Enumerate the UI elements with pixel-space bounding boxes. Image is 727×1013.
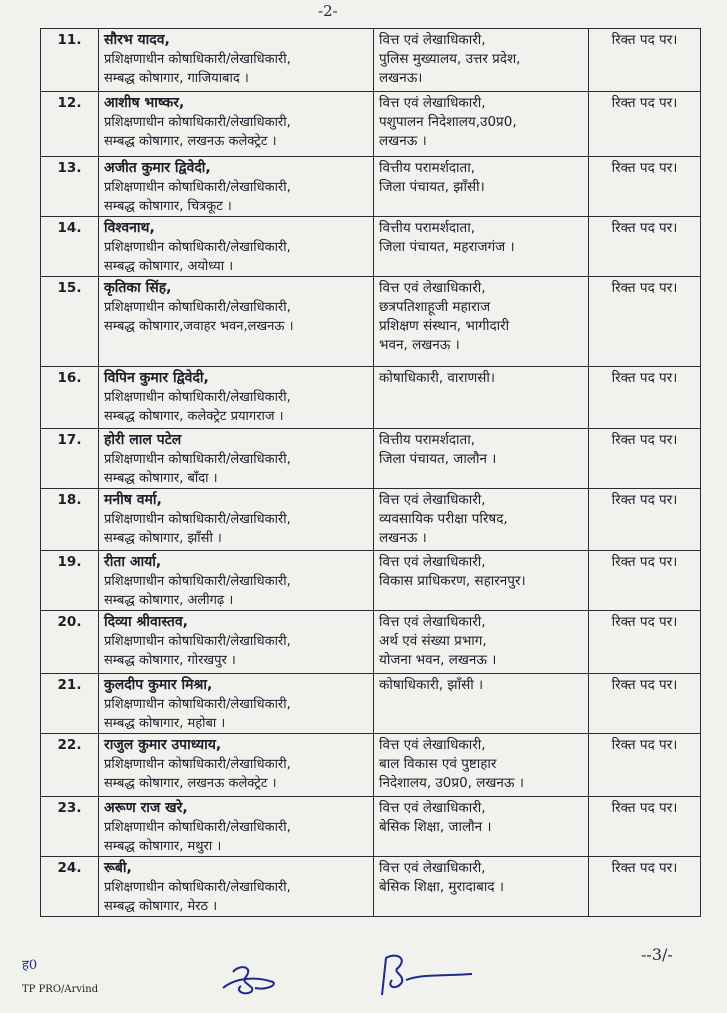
attached-treasury: सम्बद्ध कोषागार, गोरखपुर । <box>104 653 236 668</box>
post-line: जिला पंचायत, झाँसी। <box>379 179 485 195</box>
officer-name: कुलदीप कुमार मिश्रा, <box>104 677 213 693</box>
attached-treasury: सम्बद्ध कोषागार, चित्रकूट । <box>104 199 232 214</box>
table-row <box>41 367 701 429</box>
posting-table <box>40 28 701 917</box>
officer-name: विपिन कुमार द्विवेदी, <box>104 370 209 386</box>
new-posting-cell <box>374 29 589 92</box>
new-posting-cell <box>374 674 589 734</box>
continued-page-marker: --3/- <box>641 945 673 964</box>
table-row <box>41 551 701 611</box>
post-line: वित्त एवं लेखाधिकारी, <box>379 280 486 296</box>
officer-cell <box>99 489 374 551</box>
serial-number: 11. <box>41 29 99 92</box>
officer-designation: प्रशिक्षणाधीन कोषाधिकारी/लेखाधिकारी, <box>104 452 291 467</box>
post-line: वित्त एवं लेखाधिकारी, <box>379 614 486 630</box>
attached-treasury: सम्बद्ध कोषागार, मथुरा । <box>104 839 222 854</box>
table-row <box>41 797 701 857</box>
post-line: कोषाधिकारी, झाँसी । <box>379 677 484 693</box>
officer-name: रीता आर्या, <box>104 554 162 570</box>
post-line: कोषाधिकारी, वाराणसी। <box>379 370 495 386</box>
officer-name: मनीष वर्मा, <box>104 492 162 508</box>
officer-name: होरी लाल पटेल <box>104 432 182 448</box>
serial-number: 16. <box>41 367 99 429</box>
post-line: वित्त एवं लेखाधिकारी, <box>379 492 486 508</box>
post-line: वित्तीय परामर्शदाता, <box>379 160 476 176</box>
attached-treasury: सम्बद्ध कोषागार, लखनऊ कलेक्ट्रेट । <box>104 134 277 149</box>
officer-name: सौरभ यादव, <box>104 32 170 48</box>
post-line: पुलिस मुख्यालय, उत्तर प्रदेश, <box>379 51 521 67</box>
new-posting-cell <box>374 429 589 489</box>
post-line: छत्रपतिशाहूजी महाराज <box>379 299 491 315</box>
attached-treasury: सम्बद्ध कोषागार,जवाहर भवन,लखनऊ । <box>104 319 294 334</box>
post-line: व्यवसायिक परीक्षा परिषद, <box>379 511 508 527</box>
post-line: जिला पंचायत, जालौन । <box>379 451 497 467</box>
officer-designation: प्रशिक्षणाधीन कोषाधिकारी/लेखाधिकारी, <box>104 820 291 835</box>
handwritten-initials: ह0 <box>22 958 38 973</box>
serial-number: 22. <box>41 734 99 797</box>
officer-designation: प्रशिक्षणाधीन कोषाधिकारी/लेखाधिकारी, <box>104 300 291 315</box>
new-posting-cell <box>374 367 589 429</box>
attached-treasury: सम्बद्ध कोषागार, गाजियाबाद । <box>104 71 249 86</box>
post-line: बेसिक शिक्षा, जालौन । <box>379 819 492 835</box>
post-line: जिला पंचायत, महराजगंज । <box>379 239 515 255</box>
page-number: -2- <box>318 2 338 20</box>
table-row <box>41 674 701 734</box>
officer-name: आशीष भाष्कर, <box>104 95 185 111</box>
attached-treasury: सम्बद्ध कोषागार, अलीगढ़ । <box>104 593 234 608</box>
vacancy-note: रिक्त पद पर। <box>589 797 701 857</box>
officer-name: अरूण राज खरे, <box>104 800 188 816</box>
new-posting-cell <box>374 734 589 797</box>
attached-treasury: सम्बद्ध कोषागार, झाँसी । <box>104 531 222 546</box>
table-row <box>41 217 701 277</box>
table-row <box>41 429 701 489</box>
post-line: निदेशालय, उ0प्र0, लखनऊ । <box>379 775 524 791</box>
officer-designation: प्रशिक्षणाधीन कोषाधिकारी/लेखाधिकारी, <box>104 390 291 405</box>
post-line: बाल विकास एवं पुष्टाहार <box>379 756 497 772</box>
serial-number: 23. <box>41 797 99 857</box>
serial-number: 20. <box>41 611 99 674</box>
attached-treasury: सम्बद्ध कोषागार, महोबा । <box>104 716 226 731</box>
signature-2-image <box>372 950 482 1000</box>
officer-cell <box>99 277 374 367</box>
post-line: भवन, लखनऊ । <box>379 337 460 353</box>
officer-designation: प्रशिक्षणाधीन कोषाधिकारी/लेखाधिकारी, <box>104 634 291 649</box>
officer-designation: प्रशिक्षणाधीन कोषाधिकारी/लेखाधिकारी, <box>104 180 291 195</box>
post-line: लखनऊ । <box>379 530 427 546</box>
post-line: वित्त एवं लेखाधिकारी, <box>379 32 486 48</box>
officer-cell <box>99 429 374 489</box>
officer-cell <box>99 367 374 429</box>
post-line: योजना भवन, लखनऊ । <box>379 652 497 668</box>
new-posting-cell <box>374 797 589 857</box>
vacancy-note: रिक्त पद पर। <box>589 92 701 157</box>
new-posting-cell <box>374 611 589 674</box>
post-line: प्रशिक्षण संस्थान, भागीदारी <box>379 318 510 334</box>
officer-designation: प्रशिक्षणाधीन कोषाधिकारी/लेखाधिकारी, <box>104 880 291 895</box>
table-row <box>41 92 701 157</box>
post-line: विकास प्राधिकरण, सहारनपुर। <box>379 573 526 589</box>
officer-name: विश्वनाथ, <box>104 220 155 236</box>
serial-number: 12. <box>41 92 99 157</box>
officer-name: अजीत कुमार द्विवेदी, <box>104 160 211 176</box>
officer-designation: प्रशिक्षणाधीन कोषाधिकारी/लेखाधिकारी, <box>104 240 291 255</box>
officer-cell <box>99 734 374 797</box>
officer-designation: प्रशिक्षणाधीन कोषाधिकारी/लेखाधिकारी, <box>104 574 291 589</box>
attached-treasury: सम्बद्ध कोषागार, लखनऊ कलेक्ट्रेट । <box>104 776 277 791</box>
post-line: वित्तीय परामर्शदाता, <box>379 220 476 236</box>
new-posting-cell <box>374 157 589 217</box>
post-line: अर्थ एवं संख्या प्रभाग, <box>379 633 487 649</box>
officer-name: राजुल कुमार उपाध्याय, <box>104 737 222 753</box>
officer-designation: प्रशिक्षणाधीन कोषाधिकारी/लेखाधिकारी, <box>104 52 291 67</box>
table-row <box>41 611 701 674</box>
officer-cell <box>99 29 374 92</box>
typist-reference: TP PRO/Arvind <box>22 984 99 995</box>
serial-number: 24. <box>41 857 99 917</box>
table-row <box>41 489 701 551</box>
serial-number: 18. <box>41 489 99 551</box>
officer-designation: प्रशिक्षणाधीन कोषाधिकारी/लेखाधिकारी, <box>104 697 291 712</box>
officer-cell <box>99 611 374 674</box>
vacancy-note: रिक्त पद पर। <box>589 217 701 277</box>
serial-number: 19. <box>41 551 99 611</box>
officer-cell <box>99 797 374 857</box>
post-line: लखनऊ । <box>379 133 427 149</box>
post-line: वित्त एवं लेखाधिकारी, <box>379 800 486 816</box>
table-row <box>41 157 701 217</box>
vacancy-note: रिक्त पद पर। <box>589 611 701 674</box>
signature-1-image <box>215 960 285 1000</box>
post-line: पशुपालन निदेशालय,उ0प्र0, <box>379 114 517 130</box>
officer-cell <box>99 551 374 611</box>
new-posting-cell <box>374 489 589 551</box>
post-line: वित्तीय परामर्शदाता, <box>379 432 476 448</box>
officer-name: रूबी, <box>104 860 132 876</box>
vacancy-note: रिक्त पद पर। <box>589 551 701 611</box>
serial-number: 17. <box>41 429 99 489</box>
new-posting-cell <box>374 551 589 611</box>
vacancy-note: रिक्त पद पर। <box>589 674 701 734</box>
table-row <box>41 734 701 797</box>
officer-cell <box>99 92 374 157</box>
attached-treasury: सम्बद्ध कोषागार, बाँदा । <box>104 471 218 486</box>
table-row <box>41 857 701 917</box>
vacancy-note: रिक्त पद पर। <box>589 157 701 217</box>
table-row <box>41 277 701 367</box>
vacancy-note: रिक्त पद पर। <box>589 489 701 551</box>
officer-designation: प्रशिक्षणाधीन कोषाधिकारी/लेखाधिकारी, <box>104 115 291 130</box>
officer-cell <box>99 217 374 277</box>
new-posting-cell <box>374 92 589 157</box>
officer-cell <box>99 674 374 734</box>
vacancy-note: रिक्त पद पर। <box>589 367 701 429</box>
serial-number: 14. <box>41 217 99 277</box>
officer-designation: प्रशिक्षणाधीन कोषाधिकारी/लेखाधिकारी, <box>104 757 291 772</box>
post-line: वित्त एवं लेखाधिकारी, <box>379 95 486 111</box>
vacancy-note: रिक्त पद पर। <box>589 277 701 367</box>
vacancy-note: रिक्त पद पर। <box>589 429 701 489</box>
post-line: लखनऊ। <box>379 70 423 86</box>
officer-cell <box>99 857 374 917</box>
serial-number: 13. <box>41 157 99 217</box>
attached-treasury: सम्बद्ध कोषागार, कलेक्ट्रेट प्रयागराज । <box>104 409 284 424</box>
serial-number: 15. <box>41 277 99 367</box>
new-posting-cell <box>374 857 589 917</box>
vacancy-note: रिक्त पद पर। <box>589 29 701 92</box>
table-row <box>41 29 701 92</box>
officer-cell <box>99 157 374 217</box>
post-line: वित्त एवं लेखाधिकारी, <box>379 554 486 570</box>
officer-name: कृतिका सिंह, <box>104 280 172 296</box>
attached-treasury: सम्बद्ध कोषागार, अयोध्या । <box>104 259 234 274</box>
officer-designation: प्रशिक्षणाधीन कोषाधिकारी/लेखाधिकारी, <box>104 512 291 527</box>
attached-treasury: सम्बद्ध कोषागार, मेरठ । <box>104 899 218 914</box>
serial-number: 21. <box>41 674 99 734</box>
post-line: वित्त एवं लेखाधिकारी, <box>379 737 486 753</box>
post-line: वित्त एवं लेखाधिकारी, <box>379 860 486 876</box>
vacancy-note: रिक्त पद पर। <box>589 857 701 917</box>
new-posting-cell <box>374 217 589 277</box>
new-posting-cell <box>374 277 589 367</box>
officer-name: दिव्या श्रीवास्तव, <box>104 614 188 630</box>
post-line: बेसिक शिक्षा, मुरादाबाद । <box>379 879 504 895</box>
vacancy-note: रिक्त पद पर। <box>589 734 701 797</box>
